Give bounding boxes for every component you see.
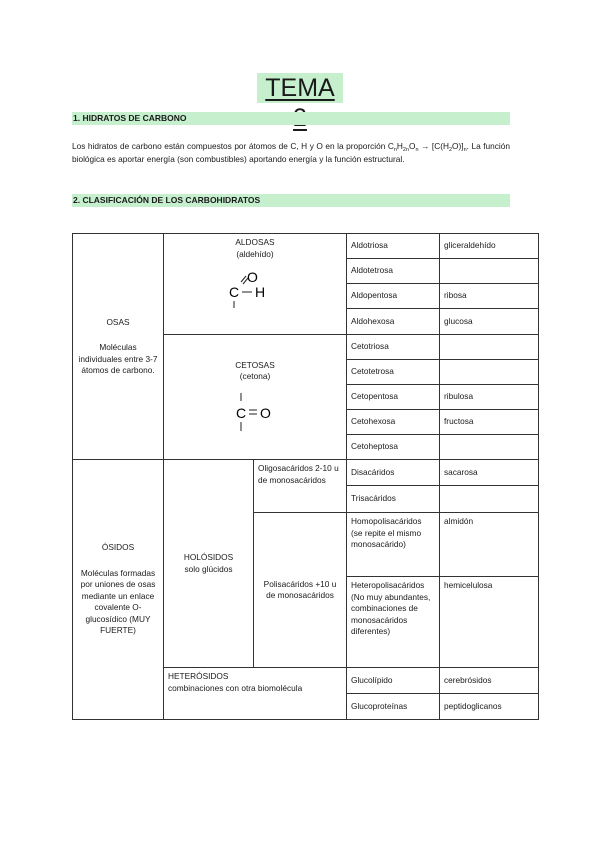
aldehyde-h: H <box>255 284 266 300</box>
glucoproteinas-example: peptidoglicanos <box>440 694 539 720</box>
ceto-row-0-name: Cetotriosa <box>347 335 440 360</box>
ketone-c: C <box>236 404 247 421</box>
glucolipido-example: cerebrósidos <box>440 668 539 694</box>
ceto-row-0-example <box>440 335 539 360</box>
intro-paragraph: Los hidratos de carbono están compuestos por átomos de C, H y O en la proporción $C_nH_{2n}O_n \to [C(H_2O)]_n$. La función biológica es aportar energía (son combustibles) aportando energía y la función estructural. <box>72 141 510 164</box>
ceto-row-4-name: Cetoheptosa <box>347 435 440 460</box>
holosidos-label: HOLÓSIDOS <box>183 552 234 562</box>
heteropolisacaridos-name: Heteropolisacáridos (No muy abundantes, combinaciones de monosacáridos diferentes) <box>347 577 440 668</box>
oligosacaridos-cell: Oligosacáridos 2-10 u de monosacáridos <box>254 460 347 513</box>
ceto-row-2-example: ribulosa <box>440 385 539 410</box>
aldo-row-2-name: Aldopentosa <box>347 284 440 309</box>
aldosas-label: ALDOSAS <box>235 237 275 247</box>
trisacaridos-example <box>440 486 539 513</box>
aldosas-cell <box>164 234 347 335</box>
ceto-row-3-name: Cetohexosa <box>347 410 440 435</box>
aldo-row-2-example: ribosa <box>440 284 539 309</box>
ketone-formula <box>227 391 283 435</box>
aldehyde-o: O <box>247 269 258 285</box>
ceto-row-3-example: fructosa <box>440 410 539 435</box>
cetosas-sub: (cetona) <box>239 371 271 381</box>
ceto-row-1-example <box>440 360 539 385</box>
aldo-row-0-example: gliceraldehído <box>440 234 539 259</box>
aldosas-sub: (aldehído) <box>236 248 274 259</box>
holosidos-sub: solo glúcidos <box>184 563 233 574</box>
ceto-row-2-name: Cetopentosa <box>347 385 440 410</box>
aldo-row-3-example: glucosa <box>440 309 539 335</box>
homopolisacaridos-name: Homopolisacáridos (se repite el mismo monosacárido) <box>347 513 440 577</box>
heteropolisacaridos-example: hemicelulosa <box>440 577 539 668</box>
osas-label: OSAS <box>106 316 130 327</box>
osas-desc: Moléculas individuales entre 3-7 átomos de carbono. <box>78 342 158 375</box>
section-heading-hidratos: 1. HIDRATOS DE CARBONO <box>72 112 510 125</box>
cetosas-label: CETOSAS <box>235 359 275 370</box>
heterosidos-label: HETERÓSIDOS <box>168 671 229 681</box>
aldo-row-3-name: Aldohexosa <box>347 309 440 335</box>
page-title: TEMA <box>257 73 343 103</box>
cetosas-cell <box>164 335 347 460</box>
polisacaridos-cell: Polisacáridos +10 u de monosacáridos <box>254 513 347 668</box>
trisacaridos-name: Trisacáridos <box>347 486 440 513</box>
disacaridos-name: Disacáridos <box>347 460 440 486</box>
aldehyde-c: C <box>229 284 240 300</box>
heterosidos-cell <box>164 668 347 720</box>
aldo-row-0-name: Aldotriosa <box>347 234 440 259</box>
homopolisacaridos-example: almidón <box>440 513 539 577</box>
osidos-label: ÓSIDOS <box>101 542 135 553</box>
osas-cell <box>73 234 164 460</box>
glucoproteinas-name: Glucoproteínas <box>347 694 440 720</box>
ceto-row-1-name: Cetotetrosa <box>347 360 440 385</box>
aldehyde-formula <box>227 268 283 312</box>
classification-table <box>72 233 539 720</box>
ceto-row-4-example <box>440 435 539 460</box>
ketone-o: O <box>260 404 271 421</box>
osidos-cell <box>73 460 164 720</box>
aldo-row-1-example <box>440 259 539 284</box>
osidos-desc: Moléculas formadas por uniones de osas mediante un enlace covalente O-glucosídico (MUY FUERTE) <box>80 567 156 636</box>
holosidos-cell <box>164 460 254 668</box>
glucolipido-name: Glucolípido <box>347 668 440 694</box>
section-heading-clasificacion: 2. CLASIFICACIÓN DE LOS CARBOHIDRATOS <box>72 194 510 207</box>
aldo-row-1-name: Aldotetrosa <box>347 259 440 284</box>
disacaridos-example: sacarosa <box>440 460 539 486</box>
heterosidos-sub: combinaciones con otra biomolécula <box>168 682 303 693</box>
